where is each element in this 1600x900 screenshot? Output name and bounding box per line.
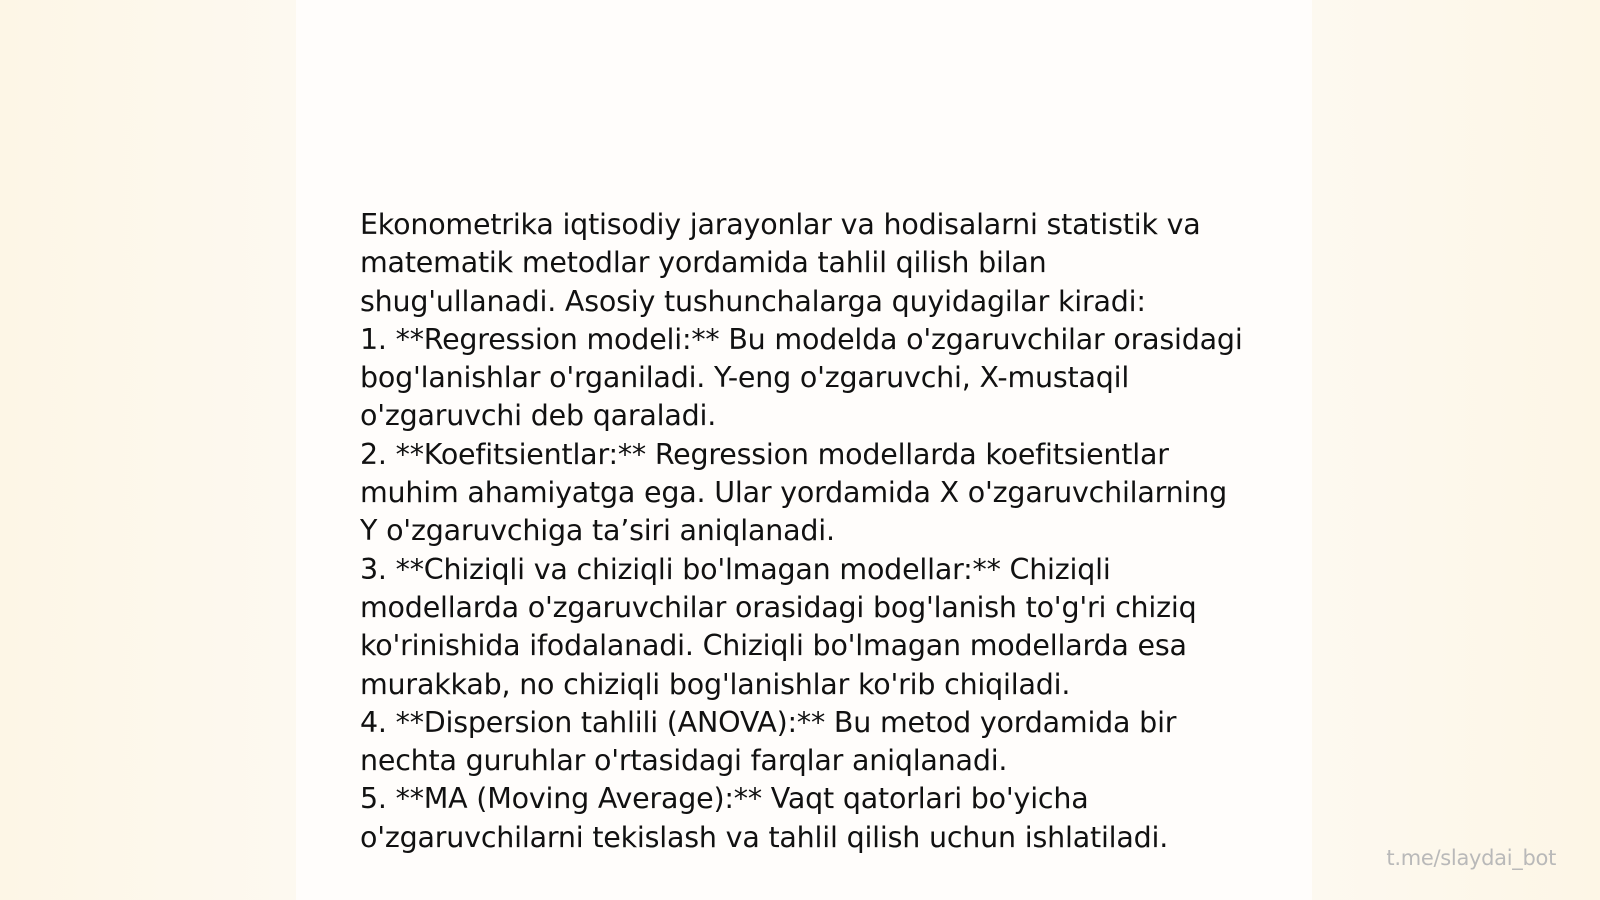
list-item-regression-model: 1. **Regression modeli:** Bu modelda o'zgaruvchilar orasidagi bog'lanishlar o'rganiladi. Y-eng o'zgaruvchi, X-mustaqil o'zgaruvchi deb qaraladi. bbox=[360, 322, 1243, 433]
intro-paragraph: Ekonometrika iqtisodiy jarayonlar va hodisalarni statistik va matematik metodlar yordamida tahlil qilish bilan shug'ullanadi. Asosiy tushunchalarga quyidagilar kiradi: bbox=[360, 208, 1201, 318]
list-item-coefficients: 2. **Koefitsientlar:** Regression modellarda koefitsientlar muhim ahamiyatga ega. Ular yordamida X o'zgaruvchilarning Y o'zgaruvchiga ta’siri aniqlanadi. bbox=[360, 437, 1228, 548]
list-item-anova: 4. **Dispersion tahlili (ANOVA):** Bu metod yordamida bir nechta guruhlar o'rtasidagi farqlar aniqlanadi. bbox=[360, 705, 1177, 778]
watermark-text: t.me/slaydai_bot bbox=[1386, 846, 1556, 870]
list-item-moving-average: 5. **MA (Moving Average):** Vaqt qatorlari bo'yicha o'zgaruvchilarni tekislash va tahlil qilish uchun ishlatiladi. bbox=[360, 782, 1169, 854]
list-item-linear-nonlinear-models: 3. **Chiziqli va chiziqli bo'lmagan modellar:** Chiziqli modellarda o'zgaruvchilar orasidagi bog'lanish to'g'ri chiziq ko'rinishida ifodalanadi. Chiziqli bo'lmagan modellarda esa murakkab, no chiziqli bog'lanishlar ko'rib chiqiladi. bbox=[360, 552, 1197, 701]
slide-body-text bbox=[360, 206, 1250, 857]
